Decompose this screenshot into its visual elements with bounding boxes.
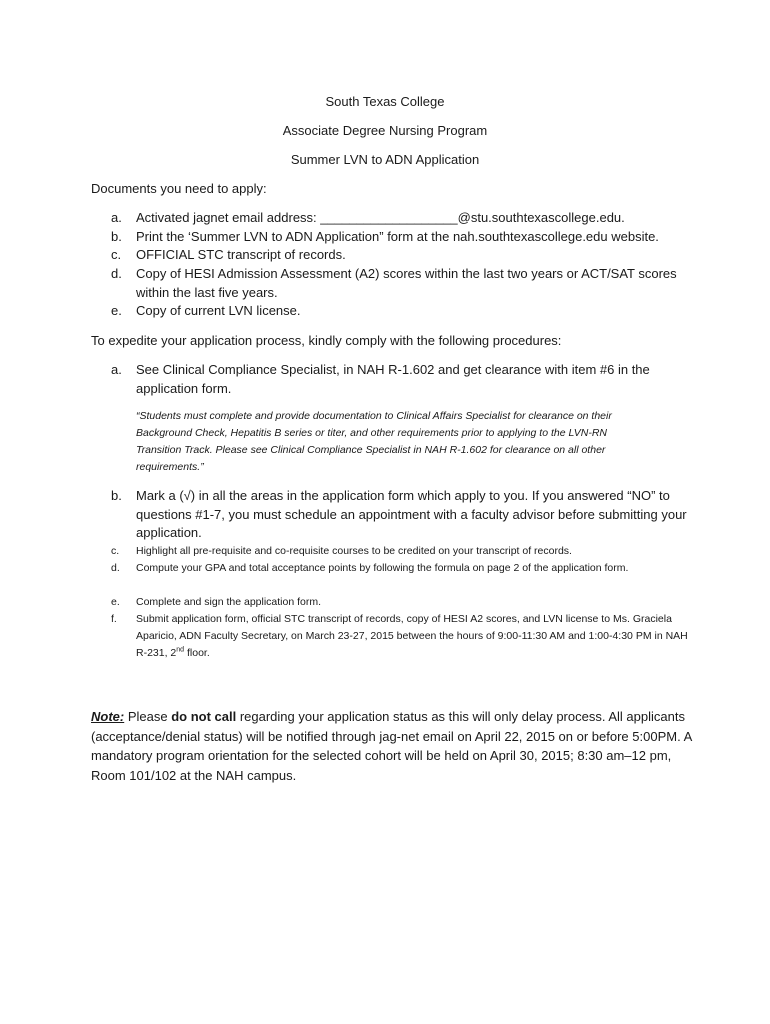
procedure-item-c [111,543,701,560]
item-text: Mark a (√) in all the areas in the application form which apply to you. If you answered “NO” to questions #1-7, you must schedule an appointment with a faculty advisor before submitting your application. [136,488,687,540]
item-marker: f. [111,613,117,625]
procedure-item-e [111,594,701,611]
procedure-item-a [111,361,701,398]
item-marker: c. [111,545,120,557]
item-marker: b. [111,488,122,503]
item-marker: e. [111,596,120,608]
procedure-item-f [111,611,701,662]
note-emphasis: do not call [171,709,237,724]
item-text: Compute your GPA and total acceptance points by following the formula on page 2 of the application form. [136,562,629,574]
item-text: Copy of current LVN license. [136,303,301,318]
college-title: South Texas College [325,94,445,109]
document-item-b [111,228,701,247]
note-body: regarding your application status as this will only delay process. All applicants (acceptance/denial status) will be notified through jag-net email on April 22, 2015 on or before 5:00PM. A mandatory program orientation for the selected cohort will be held on April 30, 2015; 8:30 am–12 pm, Room 101/102 at the NAH campus. [91,709,692,783]
clearance-quote: “Students must complete and provide documentation to Clinical Affairs Specialist for clearance on their Background Check, Hepatitis B series or titer, and other requirements prior to applying to the LVN-RN Transition Track. Please see Clinical Compliance Specialist in NAH R-1.602 for clearance on all other requirements.” [136,410,612,473]
procedures-heading: To expedite your application process, kindly comply with the following procedures: [91,333,562,348]
item-text: OFFICIAL STC transcript of records. [136,247,346,262]
item-marker: a. [111,210,122,225]
document-item-d [111,265,701,302]
ordinal-suffix: nd [176,646,185,654]
item-text: Highlight all pre-requisite and co-requisite courses to be credited on your transcript of records. [136,545,572,557]
item-marker: e. [111,303,122,318]
item-text: Complete and sign the application form. [136,596,322,608]
item-text [136,611,701,662]
document-item-c [111,246,701,265]
item-text: Copy of HESI Admission Assessment (A2) scores within the last two years or ACT/SAT scores within the last five years. [136,266,677,300]
note-paragraph [91,707,701,785]
item-text: See Clinical Compliance Specialist, in NAH R-1.602 and get clearance with item #6 in the application form. [136,362,650,396]
program-title: Associate Degree Nursing Program [282,123,488,138]
procedure-item-d [111,560,701,577]
item-marker: d. [111,562,120,574]
application-title: Summer LVN to ADN Application [290,152,480,167]
item-marker: c. [111,247,122,262]
item-marker: a. [111,362,122,377]
item-text: Activated jagnet email address: ___________________@stu.southtexascollege.edu. [136,210,625,225]
note-pre: Please [124,709,172,724]
documents-heading: Documents you need to apply: [91,181,267,196]
document-item-e [111,302,701,321]
note-label: Note: [91,709,125,724]
item-text-end: floor. [184,647,210,659]
item-marker: d. [111,266,122,281]
item-text-main: Submit application form, official STC transcript of records, copy of HESI A2 scores, and LVN license to Ms. Graciela Aparicio, ADN Faculty Secretary, on March 23-27, 2015 between the hours of 9:00-11:30 AM and 1:00-4:30 PM in NAH R-231, 2 [136,613,688,659]
item-text: Print the ‘Summer LVN to ADN Application” form at the nah.southtexascollege.edu website. [136,229,659,244]
document-item-a [111,209,701,228]
procedure-item-b [111,487,701,543]
item-marker: b. [111,229,122,244]
